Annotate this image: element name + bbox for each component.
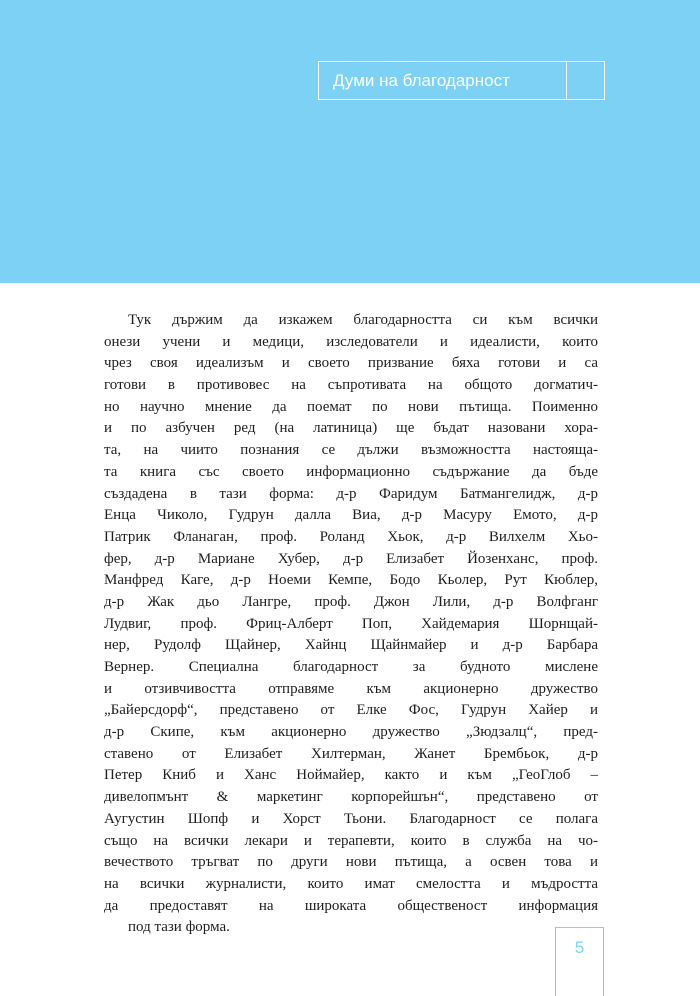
body-line: Тук държим да изкажем благодарността си към всички: [128, 312, 598, 328]
body-line: та книга със своето информационно съдържание да бъде: [104, 463, 598, 480]
body-line: и отзивчивостта отправяме към акционерно дружество: [104, 680, 598, 697]
body-line: дивелопмънт & маркетинг корпорейшън“, представено от: [104, 789, 598, 806]
body-line: но научно мнение да поемат по нови пътища. Поименно: [104, 398, 598, 415]
body-line: „Байерсдорф“, представено от Елке Фос, Гудрун Хайер и: [104, 702, 598, 719]
body-line: Лудвиг, проф. Фриц-Алберт Поп, Хайдемария Шорнщай-: [104, 615, 598, 632]
body-line: на всички журналисти, които имат смелостта и мъдростта: [104, 875, 598, 892]
page-number: 5: [574, 938, 585, 957]
chapter-title-box: [318, 61, 605, 100]
body-line: д-р Жак дьо Лангре, проф. Джон Лили, д-р Волфганг: [104, 593, 598, 610]
body-line: чрез своя идеализъм и своето призвание бяха готови и са: [104, 355, 598, 372]
body-line: та, на чиито познания се дължи възможността настояща-: [104, 442, 598, 459]
body-line: създадена в тази форма: д-р Фаридум Батмангелидж, д-р: [104, 485, 598, 502]
body-line: Манфред Каге, д-р Ноеми Кемпе, Бодо Кьолер, Рут Кюблер,: [104, 572, 598, 589]
body-line: Патрик Фланаган, проф. Роланд Хьок, д-р Вилхелм Хьо-: [104, 528, 598, 545]
body-line: Вернер. Специална благодарност за будното мислене: [104, 659, 598, 675]
title-box-divider: [566, 62, 567, 99]
chapter-title: Думи на благодарност: [333, 71, 510, 90]
body-line: готови в противовес на съпротивата на общото догматич-: [104, 377, 598, 394]
body-line: вечеството тръгват по други нови пътища, а освен това и: [104, 854, 598, 871]
body-line: ставено от Елизабет Хилтерман, Жанет Брембьок, д-р: [104, 745, 598, 762]
body-line: също на всички лекари и терапевти, които в служба на чо-: [104, 832, 598, 849]
body-line: Аугустин Шопф и Хорст Тьони. Благодарност се полага: [104, 810, 598, 827]
page-number-box: [555, 927, 604, 996]
body-line: Енца Чиколо, Гудрун далла Виа, д-р Масуру Емото, д-р: [104, 507, 598, 524]
body-line: под тази форма.: [128, 919, 230, 936]
body-line: да предоставят на широката общественост информация: [104, 897, 598, 914]
body-line: нер, Рудолф Щайнер, Хайнц Щайнмайер и д-р Барбара: [104, 637, 598, 654]
header-band: [0, 0, 700, 283]
body-line: и по азбучен ред (на латиница) ще бъдат назовани хора-: [104, 420, 598, 437]
body-line: д-р Скипе, към акционерно дружество „Зюдзалц“, пред-: [104, 724, 598, 741]
body-line: онези учени и медици, изследователи и идеалисти, които: [104, 333, 598, 350]
body-text: [104, 310, 598, 939]
body-line: Петер Книб и Ханс Ноймайер, както и към „ГеоГлоб –: [104, 767, 598, 784]
body-line: фер, д-р Мариане Хубер, д-р Елизабет Йозенханс, проф.: [104, 550, 598, 567]
